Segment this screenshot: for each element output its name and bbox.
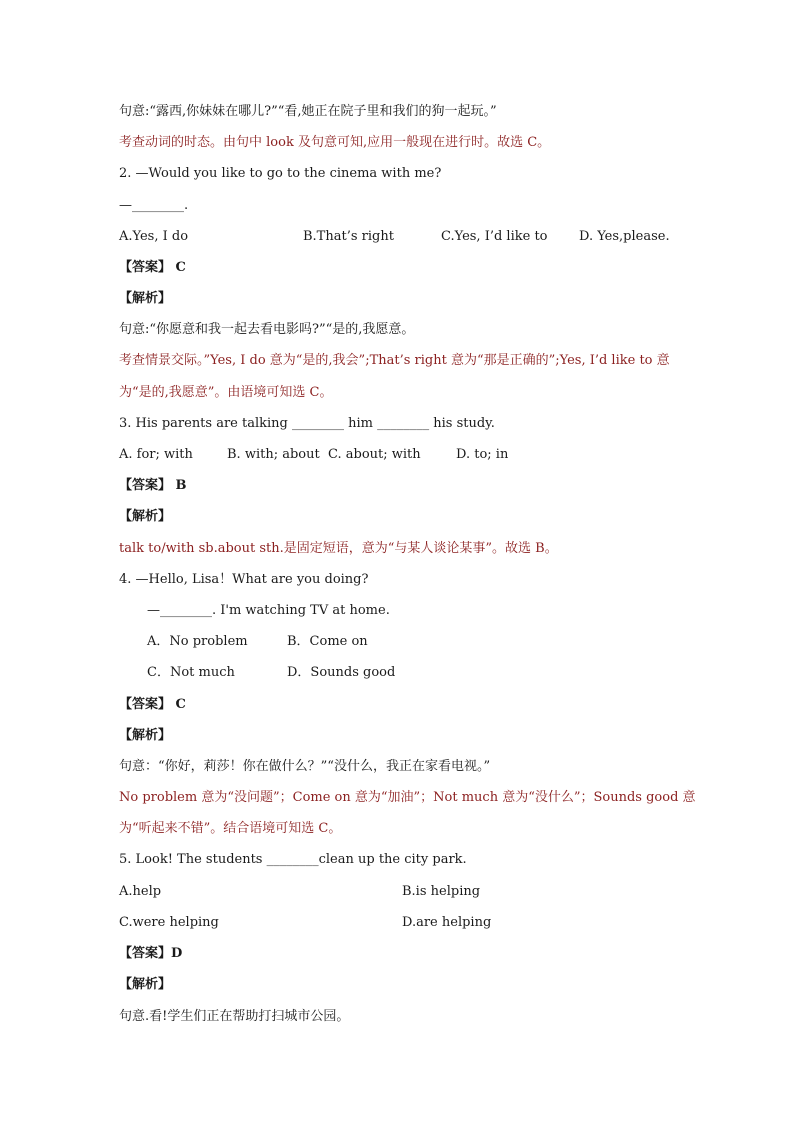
q2-option-a: A.Yes, I do bbox=[119, 229, 189, 244]
q2-explanation-2: 为“是的,我愿意”。由语境可知选 C。 bbox=[119, 385, 333, 400]
q2-stem: 2. —Would you like to go to the cinema with me? bbox=[119, 166, 442, 181]
q2-explanation-1: 考查情景交际。”Yes, I do 意为“是的,我会”;That’s right 意为“那是正确的”;Yes, I’d like to 意 bbox=[119, 353, 670, 368]
q3-analysis-label: 【解析】 bbox=[119, 509, 172, 524]
q5-answer: 【答案】D bbox=[119, 946, 183, 961]
q4-blank: —________. I'm watching TV at home. bbox=[147, 603, 390, 618]
q4-meaning: 句意：“你好，莉莎！你在做什么？”“没什么，我正在家看电视。” bbox=[119, 759, 491, 774]
q3-option-a: A. for; with bbox=[119, 447, 193, 462]
q3-option-c: C. about; with bbox=[328, 447, 421, 462]
q2-analysis-label: 【解析】 bbox=[119, 291, 172, 306]
q1-meaning: 句意:“露西,你妹妹在哪儿?”“看,她正在院子里和我们的狗一起玩。” bbox=[119, 104, 497, 119]
q4-option-d: D．Sounds good bbox=[287, 665, 396, 680]
q4-stem: 4. —Hello, Lisa！What are you doing? bbox=[119, 572, 369, 587]
q3-explanation: talk to/with sb.about sth.是固定短语，意为“与某人谈论某事”。故选 B。 bbox=[119, 541, 558, 556]
q2-meaning: 句意:“你愿意和我一起去看电影吗?”“是的,我愿意。 bbox=[119, 322, 415, 337]
q4-explanation-2: 为“听起来不错”。结合语境可知选 C。 bbox=[119, 821, 342, 836]
q5-analysis-label: 【解析】 bbox=[119, 977, 172, 992]
q2-option-b: B.That’s right bbox=[303, 229, 394, 244]
q3-answer: 【答案】 B bbox=[119, 478, 187, 493]
q4-option-c: C．Not much bbox=[147, 665, 235, 680]
q3-stem: 3. His parents are talking ________ him ________ his study. bbox=[119, 416, 495, 431]
q4-option-b: B．Come on bbox=[287, 634, 368, 649]
q3-option-b: B. with; about bbox=[227, 447, 320, 462]
q2-answer: 【答案】 C bbox=[119, 260, 186, 275]
q5-option-b: B.is helping bbox=[402, 884, 481, 899]
q1-explanation: 考查动词的时态。由句中 look 及句意可知,应用一般现在进行时。故选 C。 bbox=[119, 135, 551, 150]
q5-stem: 5. Look! The students ________clean up the city park. bbox=[119, 852, 467, 867]
q5-option-c: C.were helping bbox=[119, 915, 219, 930]
q2-option-d: D. Yes,please. bbox=[579, 229, 670, 244]
q2-option-c: C.Yes, I’d like to bbox=[441, 229, 548, 244]
q4-explanation-1: No problem 意为“没问题”；Come on 意为“加油”；Not much 意为“没什么”；Sounds good 意 bbox=[119, 790, 696, 805]
q5-option-a: A.help bbox=[119, 884, 162, 899]
q3-option-d: D. to; in bbox=[456, 447, 509, 462]
q5-option-d: D.are helping bbox=[402, 915, 492, 930]
q5-meaning: 句意.看!学生们正在帮助打扫城市公园。 bbox=[119, 1009, 350, 1024]
q4-analysis-label: 【解析】 bbox=[119, 728, 172, 743]
q4-option-a: A．No problem bbox=[147, 634, 248, 649]
q4-answer: 【答案】 C bbox=[119, 697, 186, 712]
q2-blank: —________. bbox=[119, 198, 189, 213]
